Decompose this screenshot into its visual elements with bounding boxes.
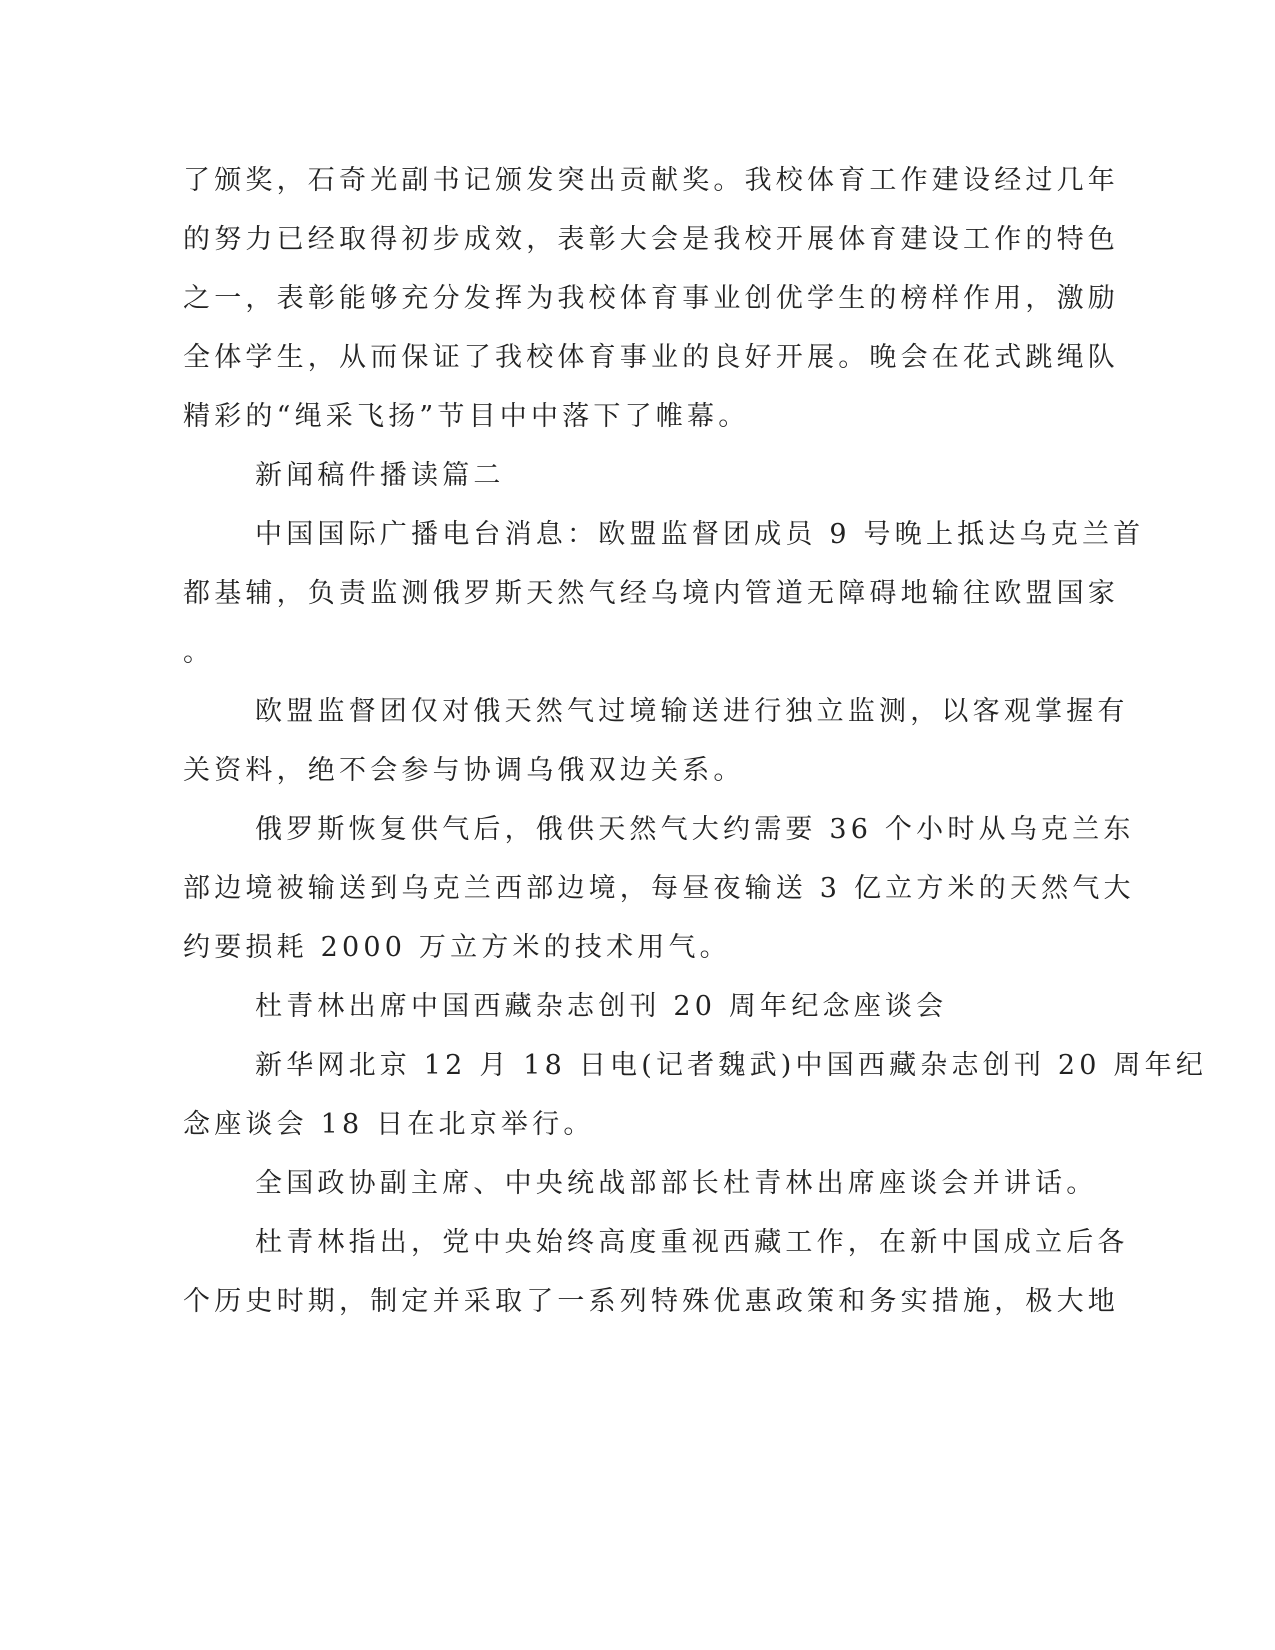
body-text-line: 全国政协副主席、中央统战部部长杜青林出席座谈会并讲话。 (255, 1168, 1098, 1199)
body-text-line: 约要损耗 2000 万立方米的技术用气。 (183, 932, 731, 963)
body-text-line: 念座谈会 18 日在北京举行。 (183, 1109, 595, 1140)
body-text-line: 杜青林指出，党中央始终高度重视西藏工作，在新中国成立后各 (255, 1227, 1129, 1258)
body-text-line: 个历史时期，制定并采取了一系列特殊优惠政策和务实措施，极大地 (183, 1286, 1119, 1317)
body-text-line: 部边境被输送到乌克兰西部边境，每昼夜输送 3 亿立方米的天然气大 (183, 873, 1135, 904)
section-heading: 新闻稿件播读篇二 (255, 460, 505, 491)
body-text-line: 。 (183, 637, 215, 668)
body-text-line: 的努力已经取得初步成效，表彰大会是我校开展体育建设工作的特色 (183, 224, 1119, 255)
body-text-line: 之一，表彰能够充分发挥为我校体育事业创优学生的榜样作用，激励 (183, 283, 1119, 314)
body-text-line: 新华网北京 12 月 18 日电(记者魏武)中国西藏杂志创刊 20 周年纪 (255, 1050, 1208, 1081)
body-text-line: 都基辅，负责监测俄罗斯天然气经乌境内管道无障碍地输往欧盟国家 (183, 578, 1119, 609)
body-text-line: 中国国际广播电台消息：欧盟监督团成员 9 号晚上抵达乌克兰首 (255, 519, 1145, 550)
article-headline: 杜青林出席中国西藏杂志创刊 20 周年纪念座谈会 (255, 991, 948, 1022)
body-text-line: 欧盟监督团仅对俄天然气过境输送进行独立监测，以客观掌握有 (255, 696, 1129, 727)
body-text-line: 关资料，绝不会参与协调乌俄双边关系。 (183, 755, 745, 786)
body-text-line: 全体学生，从而保证了我校体育事业的良好开展。晚会在花式跳绳队 (183, 342, 1119, 373)
body-text-line: 俄罗斯恢复供气后，俄供天然气大约需要 36 个小时从乌克兰东 (255, 814, 1135, 845)
body-text-line: 了颁奖，石奇光副书记颁发突出贡献奖。我校体育工作建设经过几年 (183, 165, 1119, 196)
body-text-line: 精彩的“绳采飞扬”节目中中落下了帷幕。 (183, 401, 750, 432)
